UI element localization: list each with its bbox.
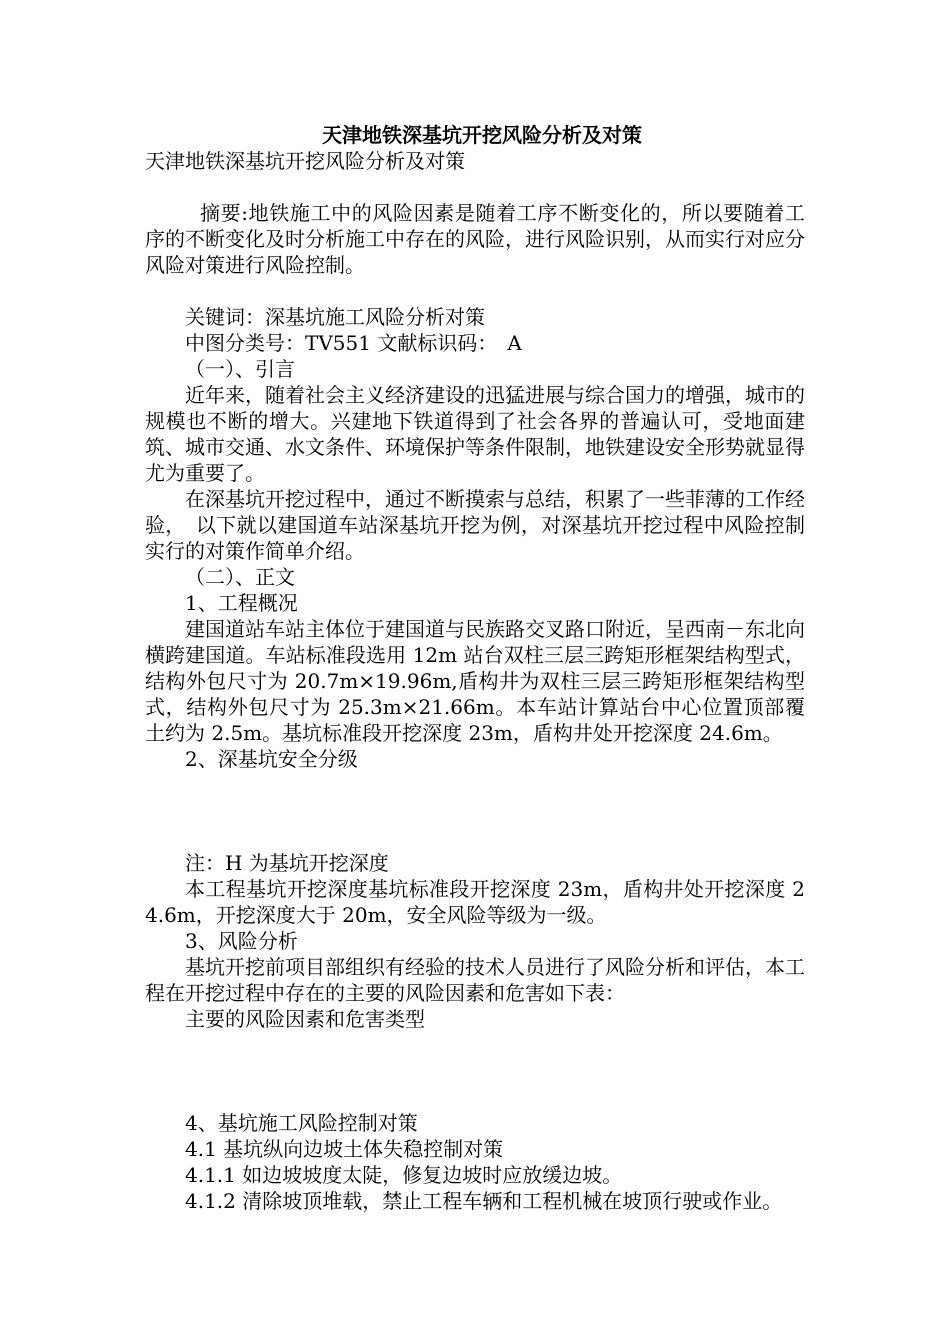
section-heading-intro: （一）、引言 xyxy=(185,357,295,381)
heading-safety-grading: 2、深基坑安全分级 xyxy=(185,747,358,771)
document-title: 天津地铁深基坑开挖风险分析及对策 xyxy=(322,123,642,147)
risk-table-caption: 主要的风险因素和危害类型 xyxy=(185,1007,425,1031)
document-subtitle: 天津地铁深基坑开挖风险分析及对策 xyxy=(145,149,465,173)
item-4-1-2: 4.1.2 清除坡顶堆载，禁止工程车辆和工程机械在坡顶行驶或作业。 xyxy=(185,1189,783,1213)
document-body xyxy=(145,122,805,1214)
abstract-paragraph: 摘要:地铁施工中的风险因素是随着工序不断变化的，所以要随着工序的不断变化及时分析施工中存在的风险，进行风险识别，从而实行对应分风险对策进行风险控制。 xyxy=(145,201,805,277)
heading-project-overview: 1、工程概况 xyxy=(185,591,298,615)
keywords-line: 关键词：深基坑施工风险分析对策 xyxy=(185,305,485,329)
heading-risk-analysis: 3、风险分析 xyxy=(185,929,298,953)
heading-4-1: 4.1 基坑纵向边坡土体失稳控制对策 xyxy=(185,1137,504,1161)
table-placeholder-gap xyxy=(145,772,805,850)
table-placeholder-gap xyxy=(145,1032,805,1110)
project-overview-paragraph: 建国道站车站主体位于建国道与民族路交叉路口附近，呈西南－东北向横跨建国道。车站标准段选用 12m 站台双柱三层三跨矩形框架结构型式，结构外包尺寸为 20.7m×19.96m,盾构井为双柱三层三跨矩形框架结构型式，结构外包尺寸为 25.3m×21.66m。本车站计算站台中心位置顶部覆土约为 2.5m。基坑标准段开挖深度 23m，盾构井处开挖深度 24.6m。 xyxy=(145,617,805,745)
classification-line: 中图分类号：TV551 文献标识码： A xyxy=(185,331,522,355)
spacer xyxy=(145,174,805,200)
item-4-1-1: 4.1.1 如边坡坡度太陡，修复边坡时应放缓边坡。 xyxy=(185,1163,623,1187)
note-line: 注：H 为基坑开挖深度 xyxy=(185,851,389,875)
intro-paragraph-2: 在深基坑开挖过程中，通过不断摸索与总结，积累了一些菲薄的工作经验， 以下就以建国道车站深基坑开挖为例，对深基坑开挖过程中风险控制实行的对策作简单介绍。 xyxy=(145,487,805,563)
heading-risk-control: 4、基坑施工风险控制对策 xyxy=(185,1111,418,1135)
section-heading-body: （二）、正文 xyxy=(185,565,295,589)
intro-paragraph-1: 近年来，随着社会主义经济建设的迅猛进展与综合国力的增强，城市的规模也不断的增大。兴建地下铁道得到了社会各界的普遍认可，受地面建筑、城市交通、水文条件、环境保护等条件限制，地铁建设安全形势就显得尤为重要了。 xyxy=(145,383,805,485)
spacer xyxy=(145,278,805,304)
risk-analysis-paragraph: 基坑开挖前项目部组织有经验的技术人员进行了风险分析和评估，本工程在开挖过程中存在的主要的风险因素和危害如下表： xyxy=(145,955,805,1005)
safety-grading-paragraph: 本工程基坑开挖深度基坑标准段开挖深度 23m，盾构井处开挖深度 24.6m，开挖深度大于 20m，安全风险等级为一级。 xyxy=(145,877,805,927)
